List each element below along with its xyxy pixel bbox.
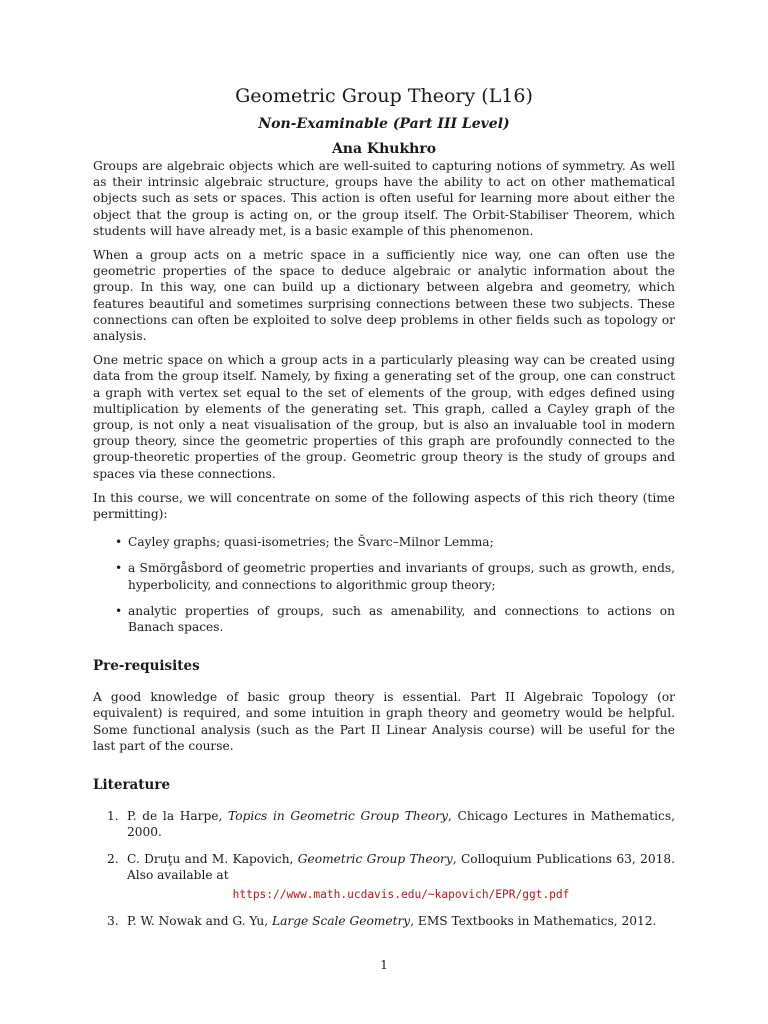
literature-list <box>93 808 675 929</box>
literature-item-title: Large Scale Geometry <box>272 914 411 929</box>
literature-item-authors: P. W. Nowak and G. Yu, <box>127 914 273 929</box>
list-item-text: analytic properties of groups, such as amenability, and connections to actions on Banach spaces. <box>128 603 675 635</box>
literature-item-authors: P. de la Harpe, <box>127 809 229 824</box>
section-heading-literature: Literature <box>93 777 171 794</box>
literature-item-title: Topics in Geometric Group Theory <box>228 809 448 824</box>
list-item <box>115 603 675 635</box>
bullet-icon: • <box>115 535 123 550</box>
document-subtitle: Non-Examinable (Part III Level) <box>258 116 510 132</box>
literature-item <box>107 851 675 904</box>
literature-item-details: , EMS Textbooks in Mathematics, 2012. <box>410 914 657 929</box>
literature-item-number: 3. <box>107 914 119 929</box>
literature-item-number: 1. <box>107 809 119 824</box>
paragraph-metric-space: When a group acts on a metric space in a sufficiently nice way, one can often use the geometric properties of the space to deduce algebraic or analytic information about the group. In this way, one can build up a dictionary between algebra and geometry, which features beautiful and sometimes surprising connections between these two subjects. These connections can often be exploited to solve deep problems in other fields such as topology or analysis. <box>93 248 675 344</box>
list-item-text: a Smörgåsbord of geometric properties and invariants of groups, such as growth, ends, hyperbolicity, and connections to algorithmic group theory; <box>128 561 675 592</box>
paragraph-intro: Groups are algebraic objects which are well-suited to capturing notions of symmetry. As well as their intrinsic algebraic structure, groups have the ability to act on other mathematical objects such as sets or spaces. This action is often useful for learning more about either the object that the group is acting on, or the group itself. The Orbit-Stabiliser Theorem, which students will have already met, is a basic example of this phenomenon. <box>93 159 675 238</box>
literature-item-details: , Colloquium Publications 63, 2018. Also available at <box>127 851 675 882</box>
literature-item <box>107 913 675 929</box>
literature-item <box>107 808 675 840</box>
document-page <box>93 84 675 939</box>
list-item-text: Cayley graphs; quasi-isometries; the Švarc–Milnor Lemma; <box>128 535 494 550</box>
list-item <box>115 560 675 592</box>
aspects-list <box>93 534 675 635</box>
paragraph-course-aspects: In this course, we will concentrate on some of the following aspects of this rich theory (time permitting): <box>93 490 675 522</box>
bullet-icon: • <box>115 603 123 618</box>
page-number: 1 <box>380 958 388 972</box>
paragraph-cayley-graph: One metric space on which a group acts in a particularly pleasing way can be created using data from the group itself. Namely, by fixing a generating set of the group, one can construct a graph with vertex set equal to the set of elements of the group, with edges defined using multiplication by elements of the generating set. This graph, called a Cayley graph of the group, is not only a neat visualisation of the group, but is also an invaluable tool in modern group theory, since the geometric properties of this graph are profoundly connected to the group-theoretic properties of the group. Geometric group theory is the study of groups and spaces via these connections. <box>93 353 675 481</box>
literature-item-authors: C. Druţu and M. Kapovich, <box>127 851 298 866</box>
literature-item-title: Geometric Group Theory <box>297 851 453 866</box>
bullet-icon: • <box>115 561 123 576</box>
literature-item-details: , Chicago Lectures in Mathematics, 2000. <box>127 809 675 840</box>
section-heading-prerequisites: Pre-requisites <box>93 658 200 675</box>
paragraph-prerequisites: A good knowledge of basic group theory is essential. Part II Algebraic Topology (or equivalent) is required, and some intuition in graph theory and geometry would be helpful. Some functional analysis (such as the Part II Linear Analysis course) will be useful for the last part of the course. <box>93 690 675 753</box>
document-author: Ana Khukhro <box>331 141 437 157</box>
literature-url-link[interactable]: https://www.math.ucdavis.edu/~kapovich/EPR/ggt.pdf <box>232 887 570 901</box>
literature-item-number: 2. <box>107 851 119 866</box>
document-title: Geometric Group Theory (L16) <box>235 85 533 107</box>
list-item <box>115 534 675 550</box>
